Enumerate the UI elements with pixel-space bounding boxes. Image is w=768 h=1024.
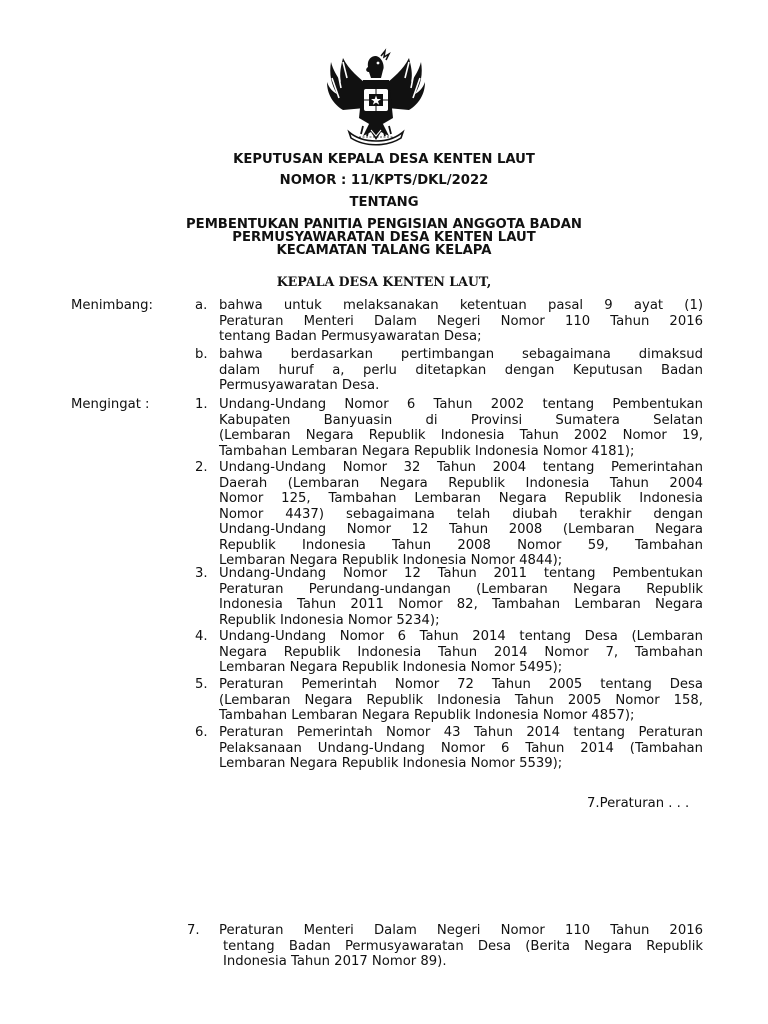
item-marker: 6. xyxy=(195,725,208,740)
text-line: Peraturan Menteri Dalam Negeri Nomor 110 Tahun 2016 xyxy=(219,923,703,938)
document-number: NOMOR : 11/KPTS/DKL/2022 xyxy=(279,173,489,188)
text-line: Peraturan Perundang-undangan (Lembaran Negara Republik xyxy=(219,581,703,597)
text-line: Negara Republik Indonesia Tahun 2014 Nomor 7, Tambahan xyxy=(219,644,703,660)
text-line: Undang-Undang Nomor 32 Tahun 2004 tentang Pemerintahan xyxy=(219,460,703,475)
item-marker: b. xyxy=(195,347,208,362)
text-line: Lembaran Negara Republik Indonesia Nomor 5495); xyxy=(219,660,563,675)
subject-line: PEMBENTUKAN PANITIA PENGISIAN ANGGOTA BADAN xyxy=(186,217,582,232)
item-text xyxy=(219,629,703,676)
text-line: bahwa untuk melaksanakan ketentuan pasal 9 ayat (1) xyxy=(219,298,703,313)
item-marker: a. xyxy=(195,298,208,313)
item-text xyxy=(219,923,703,970)
menimbang-label: Menimbang: xyxy=(71,298,153,313)
text-line: (Lembaran Negara Republik Indonesia Tahun 2002 Nomor 19, xyxy=(219,428,703,443)
text-line: Nomor 125, Tambahan Lembaran Negara Republik Indonesia xyxy=(219,491,703,506)
item-text xyxy=(219,460,703,569)
text-line: Permusyawaratan Desa. xyxy=(219,378,380,393)
item-marker: 3. xyxy=(195,566,208,581)
item-marker: 5. xyxy=(195,677,208,692)
text-line: Peraturan Menteri Dalam Negeri Nomor 110 Tahun 2016 xyxy=(219,313,703,329)
text-line: Indonesia Tahun 2011 Nomor 82, Tambahan Lembaran Negara xyxy=(219,597,703,612)
text-line: Tambahan Lembaran Negara Republik Indonesia Nomor 4181); xyxy=(219,443,635,459)
text-line: tentang Badan Permusyawaratan Desa (Berita Negara Republik xyxy=(223,938,703,954)
document-subject xyxy=(0,218,768,257)
text-line: Undang-Undang Nomor 6 Tahun 2002 tentang Pembentukan xyxy=(219,397,703,412)
text-line: Undang-Undang Nomor 12 Tahun 2008 (Lembaran Negara xyxy=(219,522,703,537)
item-text xyxy=(219,298,703,345)
item-text xyxy=(219,725,703,772)
item-marker: 1. xyxy=(195,397,208,412)
item-text xyxy=(219,347,703,394)
item-text xyxy=(219,566,703,628)
subject-line: KECAMATAN TALANG KELAPA xyxy=(276,243,492,258)
item-marker: 4. xyxy=(195,629,208,644)
tentang-heading: TENTANG xyxy=(349,195,419,210)
text-line: Lembaran Negara Republik Indonesia Nomor 4844); xyxy=(219,553,563,568)
item-text xyxy=(219,677,703,724)
text-line: Undang-Undang Nomor 6 Tahun 2014 tentang Desa (Lembaran xyxy=(219,629,703,644)
text-line: Lembaran Negara Republik Indonesia Nomor 5539); xyxy=(219,756,563,771)
text-line: tentang Badan Permusyawaratan Desa; xyxy=(219,329,482,344)
issuer-heading: KEPALA DESA KENTEN LAUT, xyxy=(276,274,492,289)
text-line: bahwa berdasarkan pertimbangan sebagaimana dimaksud xyxy=(219,347,703,362)
text-line: Indonesia Tahun 2017 Nomor 89). xyxy=(223,954,447,969)
garuda-pancasila-emblem xyxy=(319,48,433,148)
item-marker: 2. xyxy=(195,460,208,475)
text-line: Kabupaten Banyuasin di Provinsi Sumatera Selatan xyxy=(219,412,703,428)
item-text xyxy=(219,397,703,459)
text-line: Pelaksanaan Undang-Undang Nomor 6 Tahun 2014 (Tambahan xyxy=(219,740,703,756)
text-line: Daerah (Lembaran Negara Republik Indonesia Tahun 2004 xyxy=(219,475,703,491)
document-title: KEPUTUSAN KEPALA DESA KENTEN LAUT xyxy=(233,152,535,167)
text-line: Peraturan Pemerintah Nomor 43 Tahun 2014 tentang Peraturan xyxy=(219,725,703,740)
subject-line: PERMUSYAWARATAN DESA KENTEN LAUT xyxy=(232,230,536,245)
text-line: Republik Indonesia Nomor 5234); xyxy=(219,612,440,628)
text-line: Undang-Undang Nomor 12 Tahun 2011 tentang Pembentukan xyxy=(219,566,703,581)
text-line: Peraturan Pemerintah Nomor 72 Tahun 2005 tentang Desa xyxy=(219,677,703,692)
text-line: Tambahan Lembaran Negara Republik Indonesia Nomor 4857); xyxy=(219,708,635,723)
text-line: dalam huruf a, perlu ditetapkan dengan Keputusan Badan xyxy=(219,362,703,378)
text-line: Nomor 4437) sebagaimana telah diubah terakhir dengan xyxy=(219,506,703,522)
item-marker: 7. xyxy=(187,923,200,938)
text-line: Republik Indonesia Tahun 2008 Nomor 59, Tambahan xyxy=(219,537,703,553)
page-continuation: 7.Peraturan . . . xyxy=(587,796,690,811)
mengingat-label: Mengingat : xyxy=(71,397,150,412)
text-line: (Lembaran Negara Republik Indonesia Tahun 2005 Nomor 158, xyxy=(219,692,703,708)
